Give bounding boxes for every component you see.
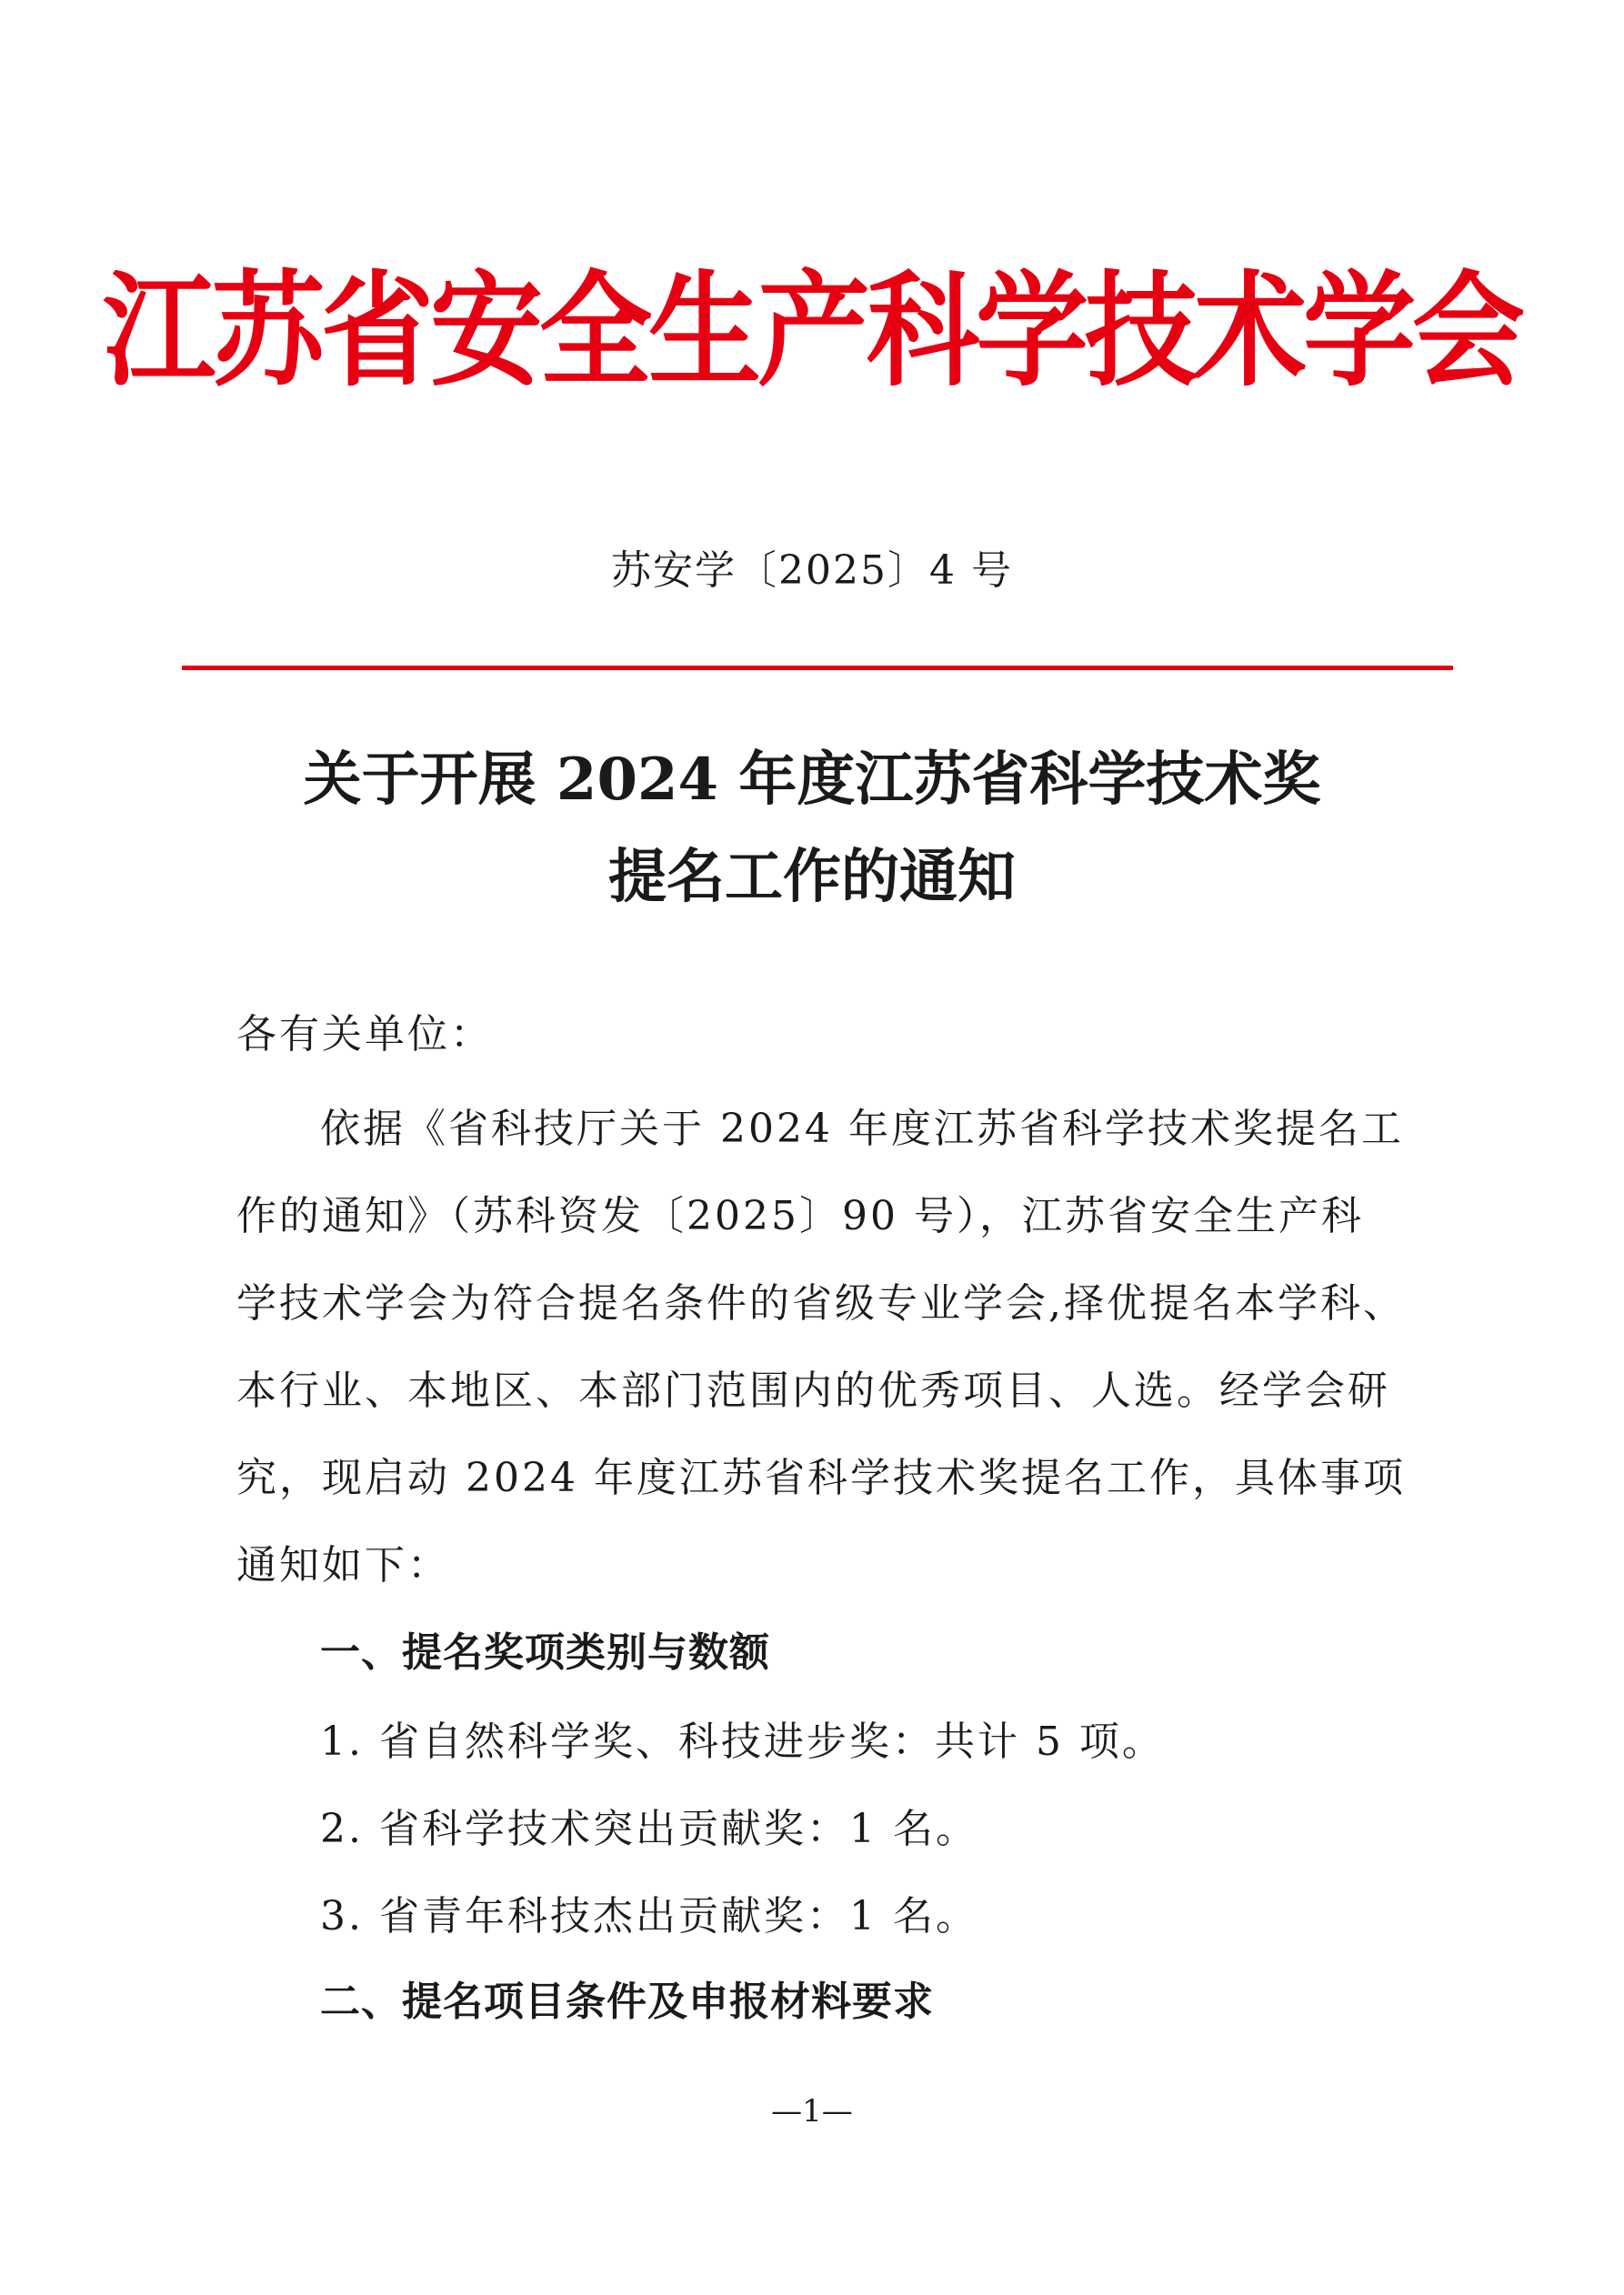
section-1-item-3: 3. 省青年科技杰出贡献奖：1 名。 — [320, 1893, 978, 1939]
paragraph-1-line-1: 依据《省科技厅关于 2024 年度江苏省科学技术奖提名工 — [320, 1106, 1404, 1152]
issuer-masthead: 江苏省安全生产科学技术学会 — [102, 259, 1521, 405]
section-1-item-1: 1. 省自然科学奖、科技进步奖：共计 5 项。 — [320, 1719, 1165, 1765]
section-1-heading: 一、提名奖项类别与数额 — [320, 1629, 770, 1676]
paragraph-1-line-6: 通知如下： — [236, 1542, 450, 1588]
paragraph-1-line-4: 本行业、本地区、本部门范围内的优秀项目、人选。经学会研 — [236, 1368, 1390, 1414]
paragraph-1-line-3: 学技术学会为符合提名条件的省级专业学会,择优提名本学科、 — [236, 1280, 1406, 1327]
document-title-line-1: 关于开展 2024 年度江苏省科学技术奖 — [303, 746, 1321, 814]
paragraph-1-line-2: 作的通知》（苏科资发〔2025〕90 号），江苏省安全生产科 — [236, 1193, 1364, 1239]
paragraph-1-line-5: 究，现启动 2024 年度江苏省科学技术奖提名工作，具体事项 — [236, 1455, 1406, 1501]
section-1-item-2: 2. 省科学技术突出贡献奖：1 名。 — [320, 1806, 978, 1852]
salutation: 各有关单位： — [236, 1011, 493, 1057]
section-2-heading: 二、提名项目条件及申报材料要求 — [320, 1979, 934, 2025]
red-divider-rule — [182, 666, 1453, 670]
document-number: 苏安学〔2025〕4 号 — [611, 547, 1013, 594]
document-title-line-2: 提名工作的通知 — [608, 843, 1016, 911]
page-number: —1— — [771, 2093, 853, 2130]
